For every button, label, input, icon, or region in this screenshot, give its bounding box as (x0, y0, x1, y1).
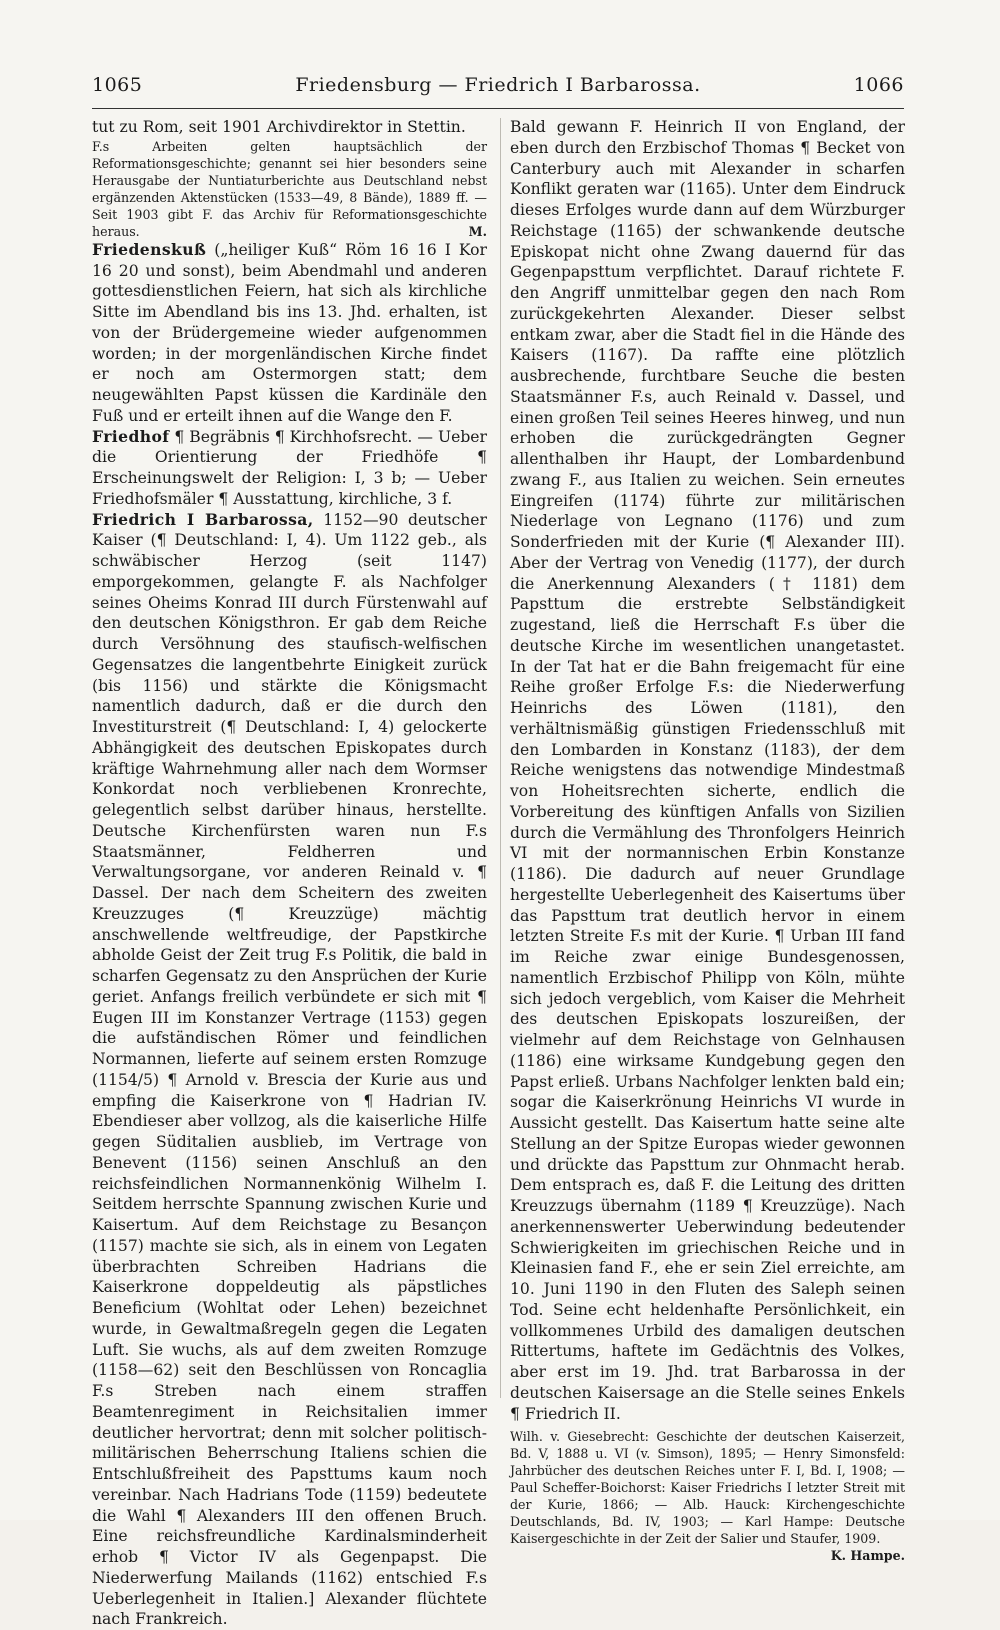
running-title: Friedensburg — Friedrich I Barbarossa. (92, 74, 904, 96)
entry-text-friedrich-part1: 1152—90 deutscher Kaiser (¶ Deutschland: I, 4). Um 1122 geb., als schwäbischer Herzog (seit 1147) emporgekommen, gelangte F. als Nachfolger seines Oheims Konrad III durch Fürstenwahl auf den deutschen Königsthron. Er gab dem Reiche durch Versöhnung des staufisch-welfischen Gegensatzes die langentbehrte Einigkeit zurück (bis 1156) und stärkte die Königsmacht namentlich dadurch, daß er die durch den Investiturstreit (¶ Deutschland: I, 4) gelockerte Abhängigkeit des deutschen Episkopates durch kräftige Wahrnehmung aller nach dem Wormser Konkordat noch verbliebenen Kronrechte, gelegentlich selbst darüber hinaus, herstellte. Deutsche Kirchenfürsten waren nun F.s Staatsmänner, Feldherren und Verwaltungsorgane, vor anderen Reinald v. ¶ Dassel. Der nach dem Scheitern des zweiten Kreuzzuges (¶ Kreuzzüge) mächtig anschwellende weltfreudige, der Papstkirche abholde Geist der Zeit trug F.s Politik, die bald in scharfen Gegensatz zu den Ansprüchen der Kurie geriet. Anfangs freilich verbündete er sich mit ¶ Eugen III im Konstanzer Vertrage (1153) gegen die aufständischen Römer und feindlichen Normannen, lieferte auf seinem ersten Romzuge (1154/5) ¶ Arnold v. Brescia der Kurie aus und empfing die Kaiserkrone von ¶ Hadrian IV. Ebendieser aber vollzog, als die kaiserliche Hilfe gegen Süditalien ausblieb, im Vertrage von Benevent (1156) seinen Anschluß an den reichsfeindlichen Normannenkönig Wilhelm I. Seitdem herrschte Spannung zwischen Kurie und Kaisertum. Auf dem Reichstage zu Besançon (1157) machte sie sich, als in einem von Legaten überbrachten Schreiben Hadrians die Kaiserkrone doppeldeutig als päpstliches Beneficium (Wohltat oder Lehen) bezeichnet wurde, in Gewaltmaßregeln gegen die Legaten Luft. Sie wuchs, als auf dem zweiten Romzuge (1158—62) seit den Beschlüssen von Roncaglia F.s Streben nach einem straffen Beamtenregiment in Reichsitalien immer deutlicher hervortrat; denn mit solcher politisch-militärischen Beherrschung Italiens schien die Entschlußfreiheit des Papsttums kaum noch vereinbar. Nach Hadrians Tode (1159) bedeutete die Wahl ¶ Alexanders III den offenen Bruch. Eine reichsfreundliche Kardinalsminderheit erhob ¶ Victor IV als Gegenpapst. Die Niederwerfung Mailands (1162) entschied F.s Ueberlegenheit in Italien.] Alexander flüchtete nach Frankreich. (92, 511, 487, 1629)
entry-head-friedenskuss: Friedenskuß (92, 240, 206, 259)
author-signature-hampe: K. Hampe. (510, 1547, 905, 1564)
entry-text-friedrich-part2: Bald gewann F. Heinrich II von England, der eben durch den Erzbischof Thomas ¶ Becket von Canterbury auch mit Alexander in scharfen Konflikt geraten war (1165). Unter dem Eindruck dieses Erfolges wurde dann auf dem Würzburger Reichstage (1165) der schwankende deutsche Episkopat nicht ohne Zwang dauernd für das Gegenpapsttum verpflichtet. Darauf richtete F. den Angriff unmittelbar gegen den nach Rom zurückgekehrten Alexander. Dieser selbst entkam zwar, aber die Stadt fiel in die Hände des Kaisers (1167). Da raffte eine plötzlich ausbrechende, furchtbare Seuche die besten Staatsmänner F.s, auch Reinald v. Dassel, und einen großen Teil seines Heeres hinweg, und nun erhoben die zurückgedrängten Gegner allenthalben ihr Haupt, der Lombardenbund zwang F., aus Italien zu weichen. Sein erneutes Eingreifen (1174) führte zur militärischen Niederlage von Legnano (1176) und zum Sonderfrieden mit der Kurie (¶ Alexander III). Aber der Vertrag von Venedig (1177), der durch die Anerkennung Alexanders († 1181) dem Papsttum die erstrebte Selbständigkeit zugestand, ließ die Herrschaft F.s über die deutsche Kirche im wesentlichen unangetastet. In der Tat hat er die Bahn freigemacht für eine Reihe großer Erfolge F.s: die Niederwerfung Heinrichs des Löwen (1181), den verhältnismäßig günstigen Friedensschluß mit den Lombarden in Konstanz (1183), der dem Reiche wenigstens das notwendige Mindestmaß von Hoheitsrechten sicherte, endlich die Vorbereitung des künftigen Anfalls von Sizilien durch die Vermählung des Thronfolgers Heinrich VI mit der normannischen Erbin Konstanze (1186). Die dadurch auf neuer Grundlage hergestellte Ueberlegenheit des Kaisertums über das Papsttum trat deutlich hervor in einem letzten Streite F.s mit der Kurie. ¶ Urban III fand im Reiche zwar einige Bundesgenossen, namentlich Erzbischof Philipp von Köln, mühte sich jedoch vergeblich, vom Kaiser die Mehrheit des deutschen Episkopats loszureißen, der vielmehr auf dem Reichstage von Gelnhausen (1186) eine wirksame Kundgebung gegen den Papst erließ. Urbans Nachfolger lenkten bald ein; sogar die Kaiserkrönung Heinrichs VI wurde in Aussicht gestellt. Das Kaisertum hatte seine alte Stellung an der Spitze Europas wieder gewonnen und drückte das Papsttum zur Ohnmacht herab. Dem entsprach es, daß F. die Leitung des dritten Kreuzzugs übernahm (1189 ¶ Kreuzzüge). Nach anerkennenswerter Ueberwindung bedeutender Schwierigkeiten im griechischen Reiche und in Kleinasien fand F., ehe er sein Ziel erreichte, am 10. Juni 1190 in den Fluten des Saleph seinen Tod. Seine echt heldenhafte Persönlichkeit, ein vollkommenes Urbild des damaligen deutschen Rittertums, haftete im Gedächtnis des Volkes, aber erst im 19. Jhd. trat Barbarossa in der deutschen Kaisersage an die Stelle seines Enkels ¶ Friedrich II. (510, 117, 905, 1424)
literature-text: Wilh. v. Giesebrecht: Geschichte der deutschen Kaiserzeit, Bd. V, 1888 u. VI (v. Simson), 1895; — Henry Simonsfeld: Jahrbücher des deutschen Reiches unter F. I, Bd. I, 1908; — Paul Scheffer-Boichorst: Kaiser Friedrichs I letzter Streit mit der Kurie, 1866; — Alb. Hauck: Kirchengeschichte Deutschlands, Bd. IV, 1903; — Karl Hampe: Deutsche Kaisergeschichte in der Zeit der Salier und Staufer, 1909. (510, 1429, 905, 1546)
page-number-right: 1066 (854, 74, 904, 96)
running-head (92, 74, 904, 100)
continued-entry-text: tut zu Rom, seit 1901 Archivdirektor in Stettin. (92, 117, 487, 138)
literature-block (510, 1428, 905, 1547)
column-divider (500, 118, 501, 1398)
entry-head-friedhof: Friedhof (92, 427, 169, 446)
left-column (92, 117, 487, 1630)
continued-entry-notes (92, 138, 487, 240)
author-signature-m: M. (469, 223, 487, 240)
entry-head-friedrich: Friedrich I Barbarossa, (92, 510, 314, 529)
header-rule (92, 108, 904, 109)
page-number-left: 1065 (92, 74, 142, 96)
entry-friedenskuss (92, 240, 487, 427)
entry-friedhof (92, 427, 487, 510)
right-column (510, 117, 905, 1564)
continued-entry-literature: F.s Arbeiten gelten hauptsächlich der Reformationsgeschichte; genannt sei hier besonders seine Herausgabe der Nuntiaturberichte aus Deutschland nebst ergänzenden Aktenstücken (1533—49, 8 Bände), 1889 ff. — Seit 1903 gibt F. das Archiv für Reformationsgeschichte heraus. (92, 139, 487, 239)
entry-text-friedenskuss: („heiliger Kuß“ Röm 16 16 I Kor 16 20 und sonst), beim Abendmahl und anderen gottesdienstlichen Feiern, hat sich als kirchliche Sitte im Abendland bis ins 13. Jhd. erhalten, ist von der Brüdergemeine wieder aufgenommen worden; in der morgenländischen Kirche findet er noch am Ostermorgen statt; dem neugewählten Papst küssen die Kardinäle den Fuß und er erteilt ihnen auf die Wange den F. (92, 241, 487, 425)
entry-text-friedhof: ¶ Begräbnis ¶ Kirchhofsrecht. — Ueber die Orientierung der Friedhöfe ¶ Erscheinungswelt der Religion: I, 3 b; — Ueber Friedhofsmäler ¶ Ausstattung, kirchliche, 3 f. (92, 428, 487, 508)
entry-friedrich-barbarossa (92, 510, 487, 1630)
